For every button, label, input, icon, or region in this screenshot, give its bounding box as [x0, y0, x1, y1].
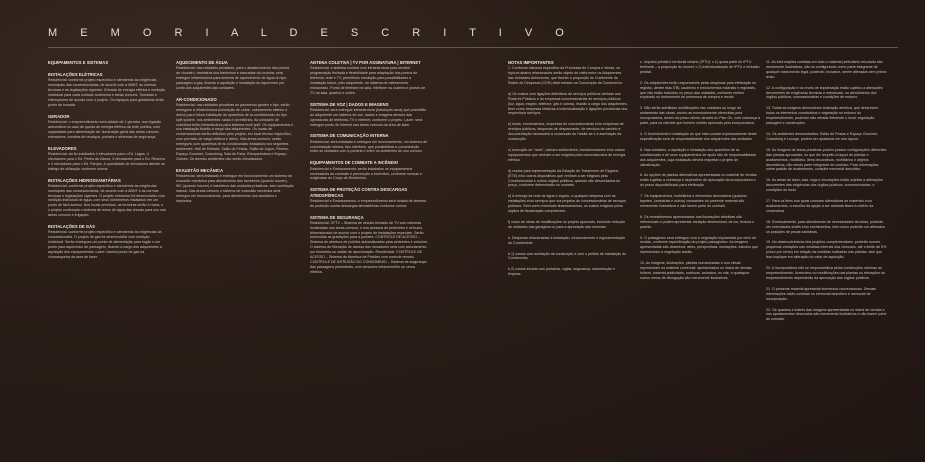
note-text: b.2) custos iniciais com portarias, vigias, segurança, manutenção e limpeza.	[508, 267, 615, 277]
column-5	[640, 60, 760, 287]
section-heading: ELEVADORES	[48, 145, 77, 151]
note-text: 21. O presente material apresenta elementos convencionais. Demais informações estão contidas no memorial descritivo e memorial de incorporação.	[766, 286, 877, 301]
section-text: Residencial e Embasamento: o empreendimento será dotado de sistema de proteção contra descargas atmosféricas conforme norma.	[310, 198, 427, 208]
column-2	[176, 60, 294, 209]
section-text: Residencial: será instalado e entregue em funcionamento um sistema de exaustão mecânica para atendimento dos banheiros (quando houver), WC (quando houver) e banheiros das unidades privativas, sem ventilação natural. Nas áreas comuns o sistema de exaustão mecânica será entregue em funcionamento, para atendimento dos sanitários e depósitos.	[176, 174, 294, 203]
section-heading: EXAUSTÃO MECÂNICA	[176, 167, 223, 173]
section-text: Residencial: serão instalados 4 elevadores para o Ed. Lagos, 4 elevadores para o Ed. Pedra da Gávea, 5 elevadores para o Ed. Reserva e 4 elevadores para o Ed. Parque. A quantidade de elevadores atende ao tráfego de utilização conforme norma.	[48, 151, 166, 171]
section-text: Residencial: conforme projeto específico e atendendo às exigências municipais das concessionárias, de acordo com a ABNT e as normas técnicas e legislações vigentes. O projeto hidráulico foi desenvolvido com medição individual de água, com seus hidrômetros instalados em um ponto de fácil acesso. Nos locais previstos, as torneiras serão à rosca, e o projeto contempla o sistema de reúso de água das chuvas para uso nas áreas comuns e irrigação.	[48, 183, 166, 218]
note-text: 8. Os revestimentos apresentados nas ilustrações artísticas são referenciais e podem apresentar variação dimensional, de cor, textura e padrão.	[640, 214, 755, 229]
section-heading: SISTEMA DE PROTEÇÃO CONTRA DESCARGAS ATMOSFÉRICAS	[310, 187, 408, 198]
note-text: 20. A incorporadora não se responsabiliza pelas construções vizinhas ao empreendimento. Acréscimo ou modificações nas plantas ou elevações do empreendimento dependerão da aprovação dos órgãos públicos.	[766, 266, 886, 280]
note-text: 9. O paisagismo será entregue com a vegetação implantada por meio de mudas, conforme especificação do projeto paisagístico. As imagens apresentadas são desenhos, artes, perspectivas, ilustrações, estudos que representam a vegetação adulta.	[640, 235, 759, 255]
column-3	[310, 60, 428, 281]
section-text: Residencial: será entregue infraestrutura (tubulação seca) que possibilite ao adquirente um sistema de voz, dados e imagens através das operadoras de telefonia, TV e internet, conforme o projeto. Lazer: será entregue ponto de internet nas áreas comuns da área de lazer.	[310, 107, 427, 127]
note-text: 6. As opções de plantas alternativas apresentadas no material de vendas estão sujeitas a cobrança e dependem de aprovação da incorporadora e do prazo disponibilizado para efetivação.	[640, 173, 757, 188]
section-heading: INSTALAÇÕES DE GÁS	[48, 224, 95, 230]
section-heading: NOTAS IMPORTANTES	[508, 60, 554, 65]
section-heading: AQUECIMENTO DE ÁGUA	[176, 60, 228, 65]
note-text: 22. Os quadros e lustres das imagens apresentadas no stand de vendas e nos apartamentos decorados são meramente ilustrativos e não fazem parte do contrato.	[766, 307, 887, 322]
note-text: 12. A configuração e os níveis de implantação estão sujeitos a alterações decorrentes de exigências técnicas e estruturais, ou atendimento dos órgãos públicos, concessionárias e condições de entorno.	[766, 85, 883, 100]
section-text: Residencial: conforme projeto específico e atendendo às exigências municipais das concessionárias, de acordo com a ABNT, as normas técnicas e as legislações vigentes. Entrada de energia elétrica e medição individual para cada unidade autônoma e áreas comuns. Tomadas e interruptores de acordo com o projeto. Os espaços para geladeiras terão ponto de tomada.	[48, 78, 165, 107]
section-text: Residencial e Embasamento: serão instalados os equipamentos necessários ao combate e prevenção a incêndios, conforme normas e exigências do Corpo de Bombeiros.	[310, 166, 422, 181]
section-heading: SISTEMA DE VOZ | DADOS E IMAGENS	[310, 101, 389, 107]
note-text: 4. O fornecimento e instalação do que está constar expressamente deste especificação será de responsabilidade dos adquirentes das unidades.	[640, 131, 757, 141]
note-text: 16. As áreas de lazer, sala, rega e circulações estão sujeitas a alterações decorrentes das exigências dos órgãos públicos, concessionárias, e condições do local.	[766, 178, 883, 193]
section-heading: AR-CONDICIONADO	[176, 96, 217, 102]
section-text: Residencial: nas unidades privativas de pavimento garden e tipo, serão entregues a infraestrutura (tubulação de cobre, cabeamento elétrico e dreno) para futura instalação de aparelhos de ar-condicionado do tipo split system, nos ambientes: salas e dormitórios. As unidades de cobertura terão infraestrutura para sistema multi split. Os equipamentos e sua instalação ficarão a cargo dos adquirentes. Os locais de condensadoras serão definidos pelo projeto, em local técnico específico, com previsão de carga elétrica e dreno. Nas áreas comuns: serão entregues com aparelhos de ar-condicionado instalados nos seguintes ambientes: Hall de Entrada, Salão de Festas, Salão de Jogos, Fitness, Espaço Gourmet, Coworking, Sala de Estar, Brinquedoteca e Espaço Games. Os demais ambientes não serão climatizados.	[176, 102, 294, 161]
section-heading: GERADOR	[48, 113, 70, 119]
section-text: Residencial: o sistema contará com infraestrutura para receber programação fechada e flexibilidade para adaptação dos pontos de telefonia, rede e TV, permitindo tubulação para possibilidades a instalação futura, pelo adquirente, de sistema de cabeamento estruturado. Ponto de telefone na sala, interfone na cozinha e pontos de TV na sala, quartos e suítes.	[310, 66, 426, 95]
note-text: b) taxas, emolumentos, empresas de concessionárias e/ou empresas de serviços públicos, despesas de despachante, de serviços de cartório e documentação necessária à concessão do Habite-se e à averbação da construção.	[508, 122, 624, 142]
note-text: 19. No desenvolvimento dos projetos complementares, poderão ocorrer pequenas variações nas medidas internas dos cômodos, até o limite de 5% (cinco por cento) em relação às medidas indicadas nas plantas, sem que isso implique em alteração do valor de aquisição.	[766, 240, 887, 260]
title-divider	[48, 47, 898, 48]
section-heading: INSTALAÇÕES HIDROSSANITÁRIAS	[48, 177, 121, 183]
section-heading: ANTENA COLETIVA | TV POR ASSINATURA | INTERNET	[310, 60, 421, 65]
note-text: e) A entrega da rede de água e esgoto, a qualquer despesa com as instalações e/ou serviços que ora projetos de concessionárias de serviços públicos. Sem como eventuais financiamentos, os custos exigidos pelos órgãos de fiscalização competentes.	[508, 194, 627, 214]
section-heading: EQUIPAMENTOS E SISTEMAS	[48, 60, 109, 65]
note-text: 18. Eventualmente, para atendimento de necessidades técnicas, poderão ser executados shafts e/ou enchimentos, bem como poderão ser alterados os posições de peças sanitárias.	[766, 219, 886, 234]
note-text: 11. As informações contidas em todo o material publicitário veiculado são meramente ilustrativas, não se configurando como parte integrante de qualquer instrumento legal, podendo, inclusive, serem alteradas sem prévio aviso.	[766, 60, 887, 79]
section-heading: SISTEMA DE COMUNICAÇÃO INTERNA	[310, 133, 389, 139]
note-text: 17. Para os itens nos quais constam alternativas de materiais e/ou acabamentos, a escolha da opção a ser adotada ficará a critério da construtora.	[766, 199, 874, 213]
note-text: 1. Conforme cláusula específica da Promessa de Compra e Venda, os tópicos abaixo relacionados serão objeto de visita entre os Adquirentes das Unidades Autônomas, que fixarão a proporção de Coeficiente de Rateio de Despesas (CDR) determinado na Convenção de Condomínio.	[508, 66, 624, 85]
section-text: Residencial: será instalado e entregue em funcionamento, um sistema de comunicação interna, tipo interfone, que possibilitará a comunicação entre as unidades com a portaria e entre os ambientes de uso comum.	[310, 139, 428, 154]
column-4	[508, 60, 628, 283]
note-text: c) execução do "neck", câmara subterrânea, transformadores e/ou outros equipamentos que venham a ser exigidos pela concessionária de energia elétrica.	[508, 147, 626, 162]
section-text: Residencial: conforme projeto específico e atendendo às exigências da concessionária. O projeto de gás foi desenvolvido com medição individual. Serão entregues um ponto de alimentação para fogão e um ponto para aquecedor de passagem, ficando a cargo dos adquirentes a aquisição dos equipamentos. Lazer: haverá ponto de gás na churrasqueira da área de lazer.	[48, 230, 162, 259]
section-text: Residencial: o empreendimento será dotado de 1 gerador, com ligação automática no caso de queda de energia elétrica da rede pública, com capacidade para alimentação de: iluminação geral das áreas comuns, elevadores, bombas de recalque, portaria e sistemas de segurança.	[48, 120, 161, 139]
note-text: f) custo de obras de modificações no projeto aprovado, incluindo redução de unidades das garagens ou para a aprovação das mesmas.	[508, 219, 625, 229]
page-title: M E M O R I A L D E S C R I T I V O	[48, 27, 574, 39]
note-text: 13. Todas as imagens demonstram ilustração artística, que descrevem todos os elementos construtivos e vegetação no entorno do empreendimento, podendo não retratar fielmente o local, vegetação, paisagem e construções.	[766, 106, 879, 126]
column-6	[766, 60, 888, 328]
note-text: a) Os custos com ligações definitivas de serviços públicos devidas aos Poderes Públicos e às empresas concessionárias de serviços públicos (luz, água, esgoto, telefone, gás e outras), ficarão a cargo dos adquirentes, bem como despesas relativas à individualização e ligações provisórias dos respectivos serviços.	[508, 91, 628, 116]
note-text: 5. Nas unidades, a aquisição e instalação dos aparelhos de ar-condicionado e de seus equipamentos de apoio são de responsabilidade dos adquirentes, cuja instalação deverá respeitar o projeto de climatização.	[640, 147, 757, 167]
section-text: Residencial: CFTV – Sistema de circuito fechado de TV com câmeras localizadas nas áreas comuns, e nos acessos de pedestres e veículos, dimensionado de acordo com o projeto de instalações especiais. Serão fornecidas as gravações para a portaria. CONTROLE DE ACESSO – Sistema de abertura de portões automatizados para pedestres e veículos. O sistema de liberação de acesso dos moradores será com acionamento por biometria ou cartão de aproximação. Residencial: CONTROLE DE ACESSO – Sistema de Abertura de Portões com controle remoto. CONTROLE DE INTRUSÃO DO CONDOMÍNIO – Sistema de segurança das passagens perimetrais, com sensores infravermelho ou cerca elétrica.	[310, 220, 428, 274]
note-text: c. Imposto predial e territorial urbano (IPTU): c.1) quota parte do IPTU territorial – a proporção do imóvel; c.2) Individualização de IPTU e inclusão predial.	[640, 60, 760, 74]
note-text: 7. Os equipamentos, mobiliários e elementos decorativos (quadros, tapetes, luminárias e outros) constantes do presente material são meramente ilustrativos e não fazem parte do contrato.	[640, 194, 748, 208]
note-text: 10. As imagens, ilustrações, plantas humanizadas e tour virtual representam na material comercial, apresentados no stand de vendas, folders, material publicitário, outdoors, anúncios, no site, e quaisquer outros meios de divulgação são meramente ilustrativas.	[640, 261, 753, 280]
column-1	[48, 60, 166, 266]
note-text: 14. Os ambientes demonstrados: Salão de Festas e Espaço Gourmet, Coworking e Lounge, podem ser ajustados em seu layout.	[766, 131, 878, 141]
note-text: 15. As imagens de áreas privativas podem possuir configurações diferentes das plantas aprovadas, no que diz respeito a layout de plantas e acabamentos, mobiliário, itens decorativos, mobiliários e objetos decorativos, não sendo parte integrante do contrato. Para informações sobre padrão de acabamento, consulte memorial descritivo.	[766, 147, 887, 172]
section-heading: EQUIPAMENTOS DE COMBATE A INCÊNDIO	[310, 160, 399, 166]
section-text: Residencial: nas unidades privativas, para o abastecimento dos pontos de chuveiro, banheiras dos banheiros e bancadas da cozinha, será entregue infraestrutura para sistema de aquecimento de água do tipo passagem a gás, ficando a aquisição e instalação do aquecedor por conta dos adquirentes das unidades.	[176, 66, 290, 90]
note-text: 3. Não serão admitidas modificações nas unidades ao longo do andamento das obras, exceto as eventualmente oferecidas pela incorporadora, dentro do prazo oficial, através do Plan On, com cobrança à parte, para os clientes que tiverem crédito aprovado pela incorporadora.	[640, 106, 760, 126]
note-text: 2. Os adquirentes terão responsáveis pelas despesas para efetivação do registro, dentre elas ITBI, laudêmio e emolumentos notariais e registrais, que não estão incluídos no preço das unidades, conforme melhor explicado no instrumento de promessa de compra e venda.	[640, 80, 757, 100]
section-heading: INSTALAÇÕES ELÉTRICAS	[48, 72, 103, 78]
section-heading: SISTEMA DE SEGURANÇA	[310, 214, 364, 220]
note-text: h. Despesas relacionadas à instalação, funcionamento e regulamentação do Condomínio:	[508, 235, 625, 245]
note-text: b.1) custos com aceitação da construção e com o pedido de instalação do Condomínio;	[508, 251, 627, 261]
note-text: d) custos para implementação da Estação de Tratamento de Esgotos (ETE) e/ou outros dispositivos que venham a ser exigidos pela Concessionária e outros órgãos públicos, quando não descontados do preço, conforme determinado no contrato.	[508, 168, 621, 188]
